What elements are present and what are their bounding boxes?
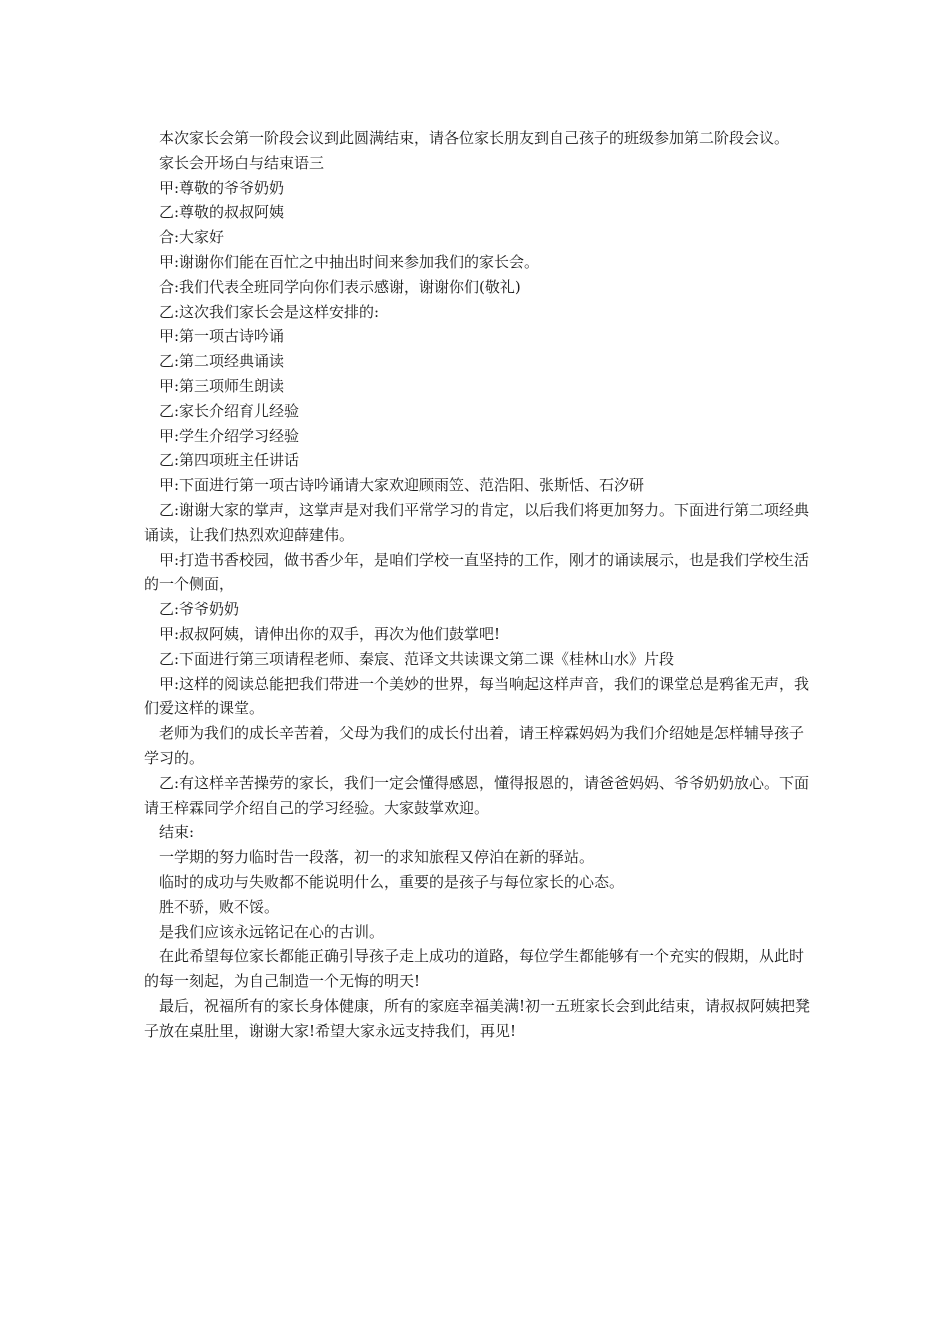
paragraph-line: 乙:第二项经典诵读 [159,352,285,371]
paragraph-line: 甲:谢谢你们能在百忙之中抽出时间来参加我们的家长会。 [159,252,540,271]
paragraph-line: 乙:爷爷奶奶 [159,600,240,619]
paragraph-line: 乙:家长介绍育儿经验 [159,401,300,420]
paragraph-line: 乙:尊敬的叔叔阿姨 [159,203,285,222]
paragraph-line: 胜不骄，败不馁。 [159,897,280,916]
paragraph-line: 甲:学生介绍学习经验 [159,426,300,445]
paragraph-closing-stage-one: 本次家长会第一阶段会议到此圆满结束，请各位家长朋友到自己孩子的班级参加第二阶段会议。 [159,129,790,147]
paragraph-line: 一学期的努力临时告一段落，初一的求知旅程又停泊在新的驿站。 [159,848,595,867]
paragraph-ending-heading: 结束: [159,823,195,842]
paragraph-line: 老师为我们的成长辛苦着，父母为我们的成长付出着，请王梓霖妈妈为我们介绍她是怎样辅导孩子学习的。 [144,724,805,767]
paragraph-line: 合:大家好 [159,228,225,247]
paragraph-line: 乙:有这样辛苦操劳的家长，我们一定会懂得感恩，懂得报恩的，请爸爸妈妈、爷爷奶奶放心。下面请王梓霖同学介绍自己的学习经验。大家鼓掌欢迎。 [144,773,810,817]
paragraph-line: 在此希望每位家长都能正确引导孩子走上成功的道路，每位学生都能够有一个充实的假期，从此时的每一刻起，为自己制造一个无悔的明天! [144,947,805,991]
paragraph-line: 甲:叔叔阿姨，请伸出你的双手，再次为他们鼓掌吧! [159,624,501,643]
paragraph-section-title: 家长会开场白与结束语三 [159,153,325,172]
paragraph-line: 甲:第三项师生朗读 [159,376,285,395]
paragraph-line: 乙:下面进行第三项请程老师、秦宸、范译文共读课文第二课《桂林山水》片段 [159,649,675,668]
paragraph-line: 甲:第一项古诗吟诵 [159,327,285,346]
paragraph-line: 甲:打造书香校园，做书香少年，是咱们学校一直坚持的工作，刚才的诵读展示，也是我们学校生活的一个侧面， [144,550,810,594]
paragraph-line: 临时的成功与失败都不能说明什么，重要的是孩子与每位家长的心态。 [159,872,625,891]
paragraph-line: 甲:这样的阅读总能把我们带进一个美妙的世界，每当响起这样声音，我们的课堂总是鸦雀无声，我们爱这样的课堂。 [144,674,810,718]
paragraph-line: 是我们应该永远铭记在心的古训。 [159,922,385,941]
paragraph-line: 乙:谢谢大家的掌声，这掌声是对我们平常学习的肯定，以后我们将更加努力。下面进行第二项经典诵读，让我们热烈欢迎薛建伟。 [144,500,810,544]
document-body [144,126,816,1043]
paragraph-line: 合:我们代表全班同学向你们表示感谢，谢谢你们(敬礼) [159,277,521,296]
paragraph-line: 甲:尊敬的爷爷奶奶 [159,178,285,197]
paragraph-line: 甲:下面进行第一项古诗吟诵请大家欢迎顾雨笠、范浩阳、张斯恬、石汐研 [159,476,645,495]
paragraph-line: 乙:这次我们家长会是这样安排的: [159,302,380,321]
paragraph-final: 最后，祝福所有的家长身体健康，所有的家庭幸福美满!初一五班家长会到此结束，请叔叔阿姨把凳子放在桌肚里，谢谢大家!希望大家永远支持我们，再见! [144,996,811,1040]
paragraph-line: 乙:第四项班主任讲话 [159,451,300,470]
